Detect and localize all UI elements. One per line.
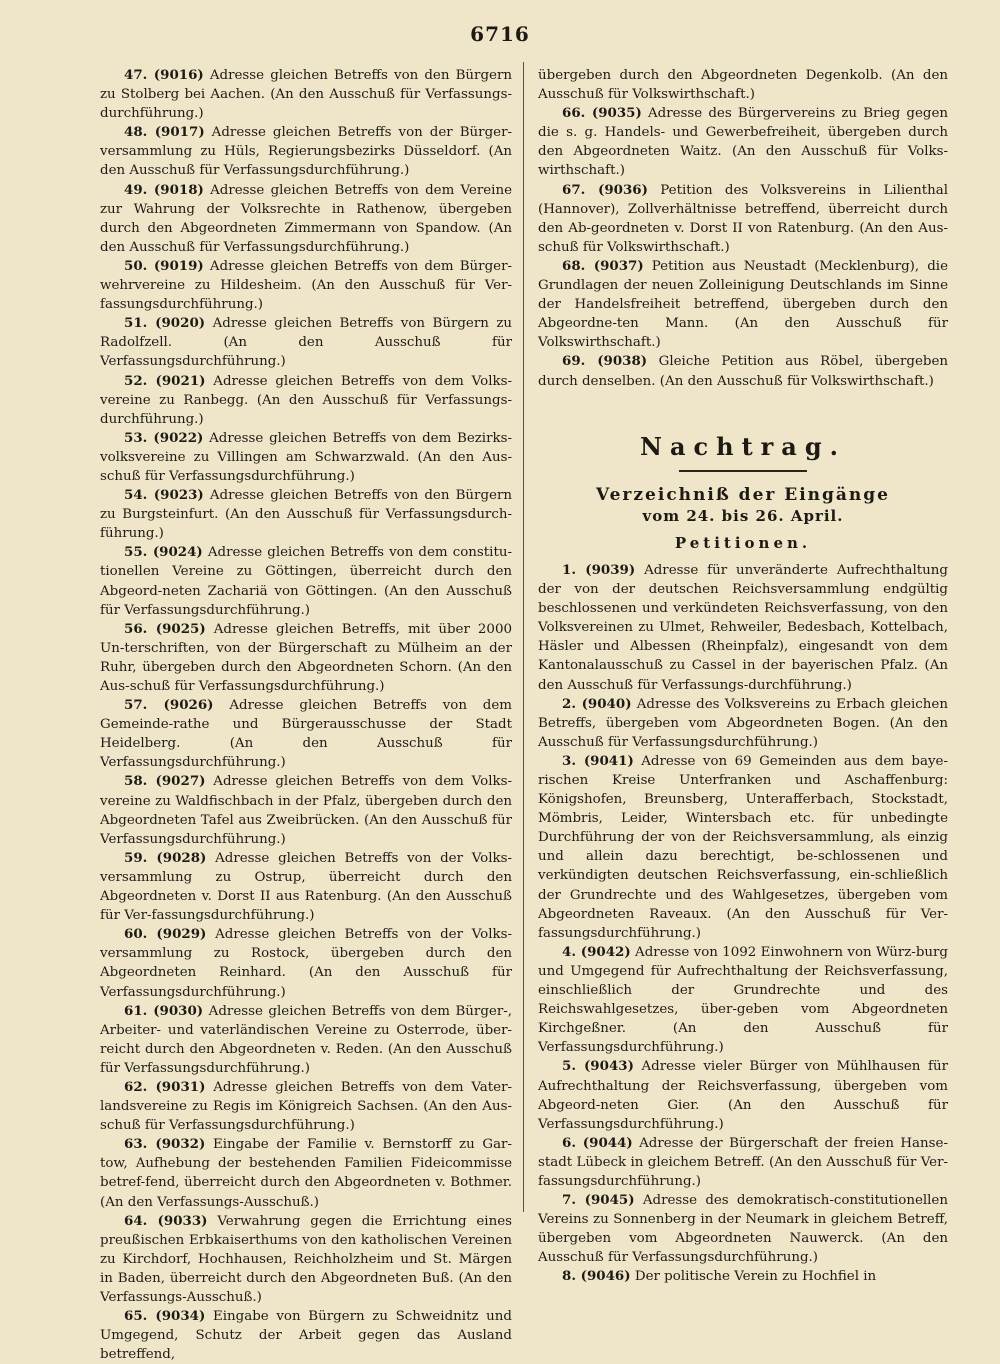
petition-entry [538, 1134, 948, 1191]
petition-number: 57. (9026) [124, 697, 214, 714]
petition-entry [538, 104, 948, 180]
petition-entry [538, 695, 948, 752]
petition-entry [100, 849, 512, 925]
petition-number: 69. (9038) [562, 353, 648, 370]
petition-entry [100, 1078, 512, 1135]
petition-text: Adresse gleichen Betreffs, mit über 2000 Un-terschriften, von der Bürgerschaft zu Mülheim an der Ruhr, übergeben durch den Abgeordneten Schorn. (An den Aus-schuß für Verfassungsdurchführung.) [100, 621, 512, 694]
petition-entry [538, 1191, 948, 1267]
petition-number: 1. (9039) [562, 561, 636, 578]
right-column [538, 66, 949, 1285]
petition-text: Gleiche Petition aus Röbel, übergeben durch denselben. (An den Ausschuß für Volkswirthschaft.) [538, 354, 948, 389]
petition-entry [538, 752, 948, 943]
petition-number: 68. (9037) [562, 257, 644, 274]
petition-number: 60. (9029) [124, 926, 207, 943]
petition-text: Adresse gleichen Betreffs von der Volks-versammlung zu Ostrup, überreicht durch den Abgeordneten v. Dorst II aus Ratenburg. (An den Ausschuß für Ver-fassungsdurchführung.) [100, 850, 512, 924]
petition-entry-continued [538, 66, 948, 104]
petition-text: Adresse vieler Bürger von Mühlhausen für Aufrechthaltung der Reichsverfassung, übergeben vom Abgeord-neten Gier. (An den Ausschuß für Verfassungsdurchführung.) [538, 1059, 948, 1132]
petition-entry [100, 486, 512, 543]
column-divider [523, 62, 524, 1212]
page-number: 6716 [470, 22, 530, 46]
petition-number: 48. (9017) [124, 124, 205, 141]
petition-number: 58. (9027) [124, 773, 206, 790]
petition-number: 4. (9042) [562, 943, 631, 960]
petition-text: Adresse gleichen Betreffs von der Volks-versammlung zu Rostock, übergeben durch den Abgeordneten Reinhard. (An den Ausschuß für Verfassungsdurchführung.) [100, 927, 512, 1000]
petition-text: Adresse des demokratisch-constitutionellen Vereins zu Sonnenberg in der Neumark in gleichem Betreff, übergeben vom Abgeordneten Nauwerck. (An den Ausschuß für Verfassungsdurchführung.) [538, 1193, 948, 1266]
petition-entry [538, 561, 948, 695]
petition-number: 61. (9030) [124, 1002, 204, 1019]
petition-entry [100, 429, 512, 486]
petition-text: Adresse des Volksvereins zu Erbach gleichen Betreffs, übergeben vom Abgeordneten Bogen. (An den Ausschuß für Verfassungsdurchführung.) [538, 696, 948, 750]
petition-text: Adresse gleichen Betreffs von den Bürgern zu Burgsteinfurt. (An den Ausschuß für Verfassungsdurch-führung.) [100, 488, 512, 542]
petition-text: Adresse von 69 Gemeinden aus dem baye-rischen Kreise Unterfranken und Aschaffenburg: Königshofen, Breunsberg, Unterafferbach, Stockstadt, Mömbris, Leider, Wintersbach etc. für unbedingte Durchführung der von der Reichsversammlung, als einzig und allein dazu berechtigt, be-schlossenen und verkündigten deutschen Reichsverfassung, ein-schließlich der Grundrechte und des Wahlgesetzes, übergeben vom Abgeordneten Raveaux. (An den Ausschuß für Ver-fassungsdurchführung.) [538, 753, 948, 941]
petition-number: 49. (9018) [124, 181, 204, 198]
petition-text: übergeben durch den Abgeordneten Degenkolb. (An den Ausschuß für Volkswirthschaft.) [538, 68, 948, 103]
petition-number: 3. (9041) [562, 752, 634, 769]
petition-entry [100, 1307, 512, 1364]
petition-number: 55. (9024) [124, 544, 203, 561]
petition-number: 5. (9043) [562, 1058, 634, 1075]
petition-text: Adresse gleichen Betreffs von dem Bezirks-volksvereine zu Villingen am Schwarzwald. (An den Aus-schuß für Verfassungsdurchführung.) [100, 430, 512, 484]
petition-number: 66. (9035) [562, 105, 642, 122]
petition-number: 50. (9019) [124, 257, 204, 274]
petition-text: Adresse gleichen Betreffs von dem Volks-vereine zu Waldfischbach in der Pfalz, übergeben durch den Abgeordneten Tafel aus Zweibrücken. (An den Ausschuß für Verfassungsdurchführung.) [100, 774, 512, 847]
petition-number: 2. (9040) [562, 695, 632, 712]
petition-entry [100, 620, 512, 696]
petition-number: 51. (9020) [124, 315, 206, 332]
petition-entry [538, 943, 948, 1058]
petition-number: 53. (9022) [124, 429, 204, 446]
petition-text: Eingabe der Familie v. Bernstorff zu Gar-tow, Aufhebung der bestehenden Familien Fideicommisse betref-fend, überreicht durch den Abgeordneten v. Bothmer. (An den Verfassungs-Ausschuß.) [100, 1137, 512, 1210]
petition-number: 52. (9021) [124, 372, 206, 389]
petitionen-heading: Petitionen. [674, 533, 812, 552]
petition-entry [538, 257, 948, 352]
petition-entry [100, 314, 512, 371]
petition-entry [538, 181, 948, 257]
petition-entry [100, 543, 512, 619]
petition-entry [100, 181, 512, 257]
petition-text: Adresse des Bürgervereins zu Brieg gegen die s. g. Handels- und Gewerbefreiheit, übergeben durch den Abgeordneten Waitz. (An den Ausschuß für Volks-wirthschaft.) [538, 106, 948, 179]
petition-number: 63. (9032) [124, 1136, 206, 1153]
petition-number: 62. (9031) [124, 1078, 206, 1095]
petition-number: 6. (9044) [562, 1134, 633, 1151]
petition-entry [100, 66, 512, 123]
petition-text: Petition aus Neustadt (Mecklenburg), die Grundlagen der neuen Zolleinigung Deutschlands im Sinne der Handelsfreiheit betreffend, übergeben durch den Abgeordne-ten Mann. (An den Ausschuß für Volkswirthschaft.) [538, 258, 948, 351]
petition-entry [538, 1267, 948, 1286]
date-range-heading: vom 24. bis 26. April. [642, 506, 844, 525]
petition-entry [100, 925, 512, 1001]
petition-text: Adresse gleichen Betreffs von dem Bürger-, Arbeiter- und vaterländischen Vereine zu Osterrode, über-reicht durch den Abgeordneten v. Reden. (An den Ausschuß für Verfassungsdurchführung.) [100, 1003, 512, 1076]
petition-entry [538, 1057, 948, 1133]
petition-number: 64. (9033) [124, 1212, 208, 1229]
petition-text: Adresse gleichen Betreffs von dem Gemeinde-rathe und Bürgerausschusse der Stadt Heidelberg. (An den Ausschuß für Verfassungsdurchführung.) [100, 698, 512, 771]
petition-entry [100, 1135, 512, 1211]
petition-entry [100, 1212, 512, 1307]
petition-number: 65. (9034) [124, 1308, 206, 1325]
petition-text: Eingabe von Bürgern zu Schweidnitz und Umgegend, Schutz der Arbeit gegen das Ausland betreffend, [100, 1309, 512, 1363]
petition-text: Adresse gleichen Betreffs von dem Bürger-wehrvereine zu Hildesheim. (An den Ausschuß für Ver-fassungsdurchführung.) [100, 258, 513, 313]
petition-text: Adresse für unveränderte Aufrechthaltung der von der deutschen Reichsversammlung endgültig beschlossenen und verkündeten Reichsverfassung, von den Volksvereinen zu Ulmet, Rehweiler, Bedesbach, Kottelbach, Häsler und Albessen (Rheinpfalz), eingesandt von dem Kantonalausschuß zu Cassel in der bayerischen Pfalz. (An den Ausschuß für Verfassungs-durchführung.) [538, 562, 948, 693]
petition-entry [100, 123, 512, 180]
left-column [100, 66, 513, 1363]
petition-number: 59. (9028) [124, 849, 207, 866]
petition-entry [538, 352, 948, 390]
petition-text: Adresse von 1092 Einwohnern von Würz-burg und Umgegend für Aufrechthaltung der Reichsverfassung, einschließlich der Grundrechte und des Reichswahlgesetzes, über-geben vom Abgeordneten Kirchgeßner. (An den Ausschuß für Verfassungsdurchführung.) [538, 944, 949, 1056]
petition-entry [100, 696, 512, 772]
petition-text: Adresse gleichen Betreffs von dem Volks-vereine zu Ranbegg. (An den Ausschuß für Verfassungs-durchführung.) [100, 373, 512, 427]
petition-text: Petition des Volksvereins in Lilienthal (Hannover), Zollverhältnisse betreffend, überreicht durch den Ab-geordneten v. Dorst II von Ratenburg. (An den Aus-schuß für Volkswirthschaft.) [538, 182, 949, 255]
petition-number: 54. (9023) [124, 487, 204, 504]
petition-text: Adresse gleichen Betreffs von dem constitu-tionellen Vereine zu Göttingen, überreicht durch den Abgeord-neten Zachariä von Göttingen. (An den Ausschuß für Verfassungsdurchführung.) [100, 545, 512, 618]
petition-text: Verwahrung gegen die Errichtung eines preußischen Erbkaiserthums von den katholischen Vereinen zu Kirchdorf, Hochhausen, Reichholzheim und St. Märgen in Baden, überreicht durch den Abgeordneten Buß. (An den Verfassungs-Ausschuß.) [100, 1213, 513, 1305]
petition-entry [100, 372, 512, 429]
petition-text: Adresse gleichen Betreffs von dem Vereine zur Wahrung der Volksrechte in Rathenow, übergeben durch den Abgeordneten Zimmermann von Spandow. (An den Ausschuß für Verfassungsdurchführung.) [100, 182, 513, 255]
petition-number: 7. (9045) [562, 1192, 635, 1209]
verzeichnis-heading: Verzeichniß der Eingänge [595, 484, 890, 505]
petition-text: Der politische Verein zu Hochfiel in [634, 1269, 877, 1285]
petition-number: 67. (9036) [562, 181, 648, 198]
petition-text: Adresse gleichen Betreffs von Bürgern zu Radolfzell. (An den Ausschuß für Verfassungsdurchführung.) [100, 316, 512, 370]
petition-entry [100, 772, 512, 848]
petition-number: 8. (9046) [562, 1268, 631, 1285]
petition-entry [100, 1002, 512, 1078]
petition-entry [100, 257, 512, 314]
petition-number: 56. (9025) [124, 620, 206, 637]
petition-text: Adresse der Bürgerschaft der freien Hanse-stadt Lübeck in gleichem Betreff. (An den Ausschuß für Ver-fassungsdurchführung.) [538, 1135, 948, 1189]
heading-divider [679, 470, 807, 472]
petition-number: 47. (9016) [124, 67, 204, 83]
nachtrag-heading: Nachtrag. [640, 431, 846, 461]
petition-text: Adresse gleichen Betreffs von dem Vater-landsvereine zu Regis im Königreich Sachsen. (An den Aus-schuß für Verfassungsdurchführung.) [100, 1079, 512, 1134]
petition-text: Adresse gleichen Betreffs von der Bürger-versammlung zu Hüls, Regierungsbezirks Düsseldorf. (An den Ausschuß für Verfassungsdurchführung.) [100, 125, 512, 179]
petition-text: Adresse gleichen Betreffs von den Bürgern zu Stolberg bei Aachen. (An den Ausschuß für Verfassungs-durchführung.) [100, 68, 512, 122]
